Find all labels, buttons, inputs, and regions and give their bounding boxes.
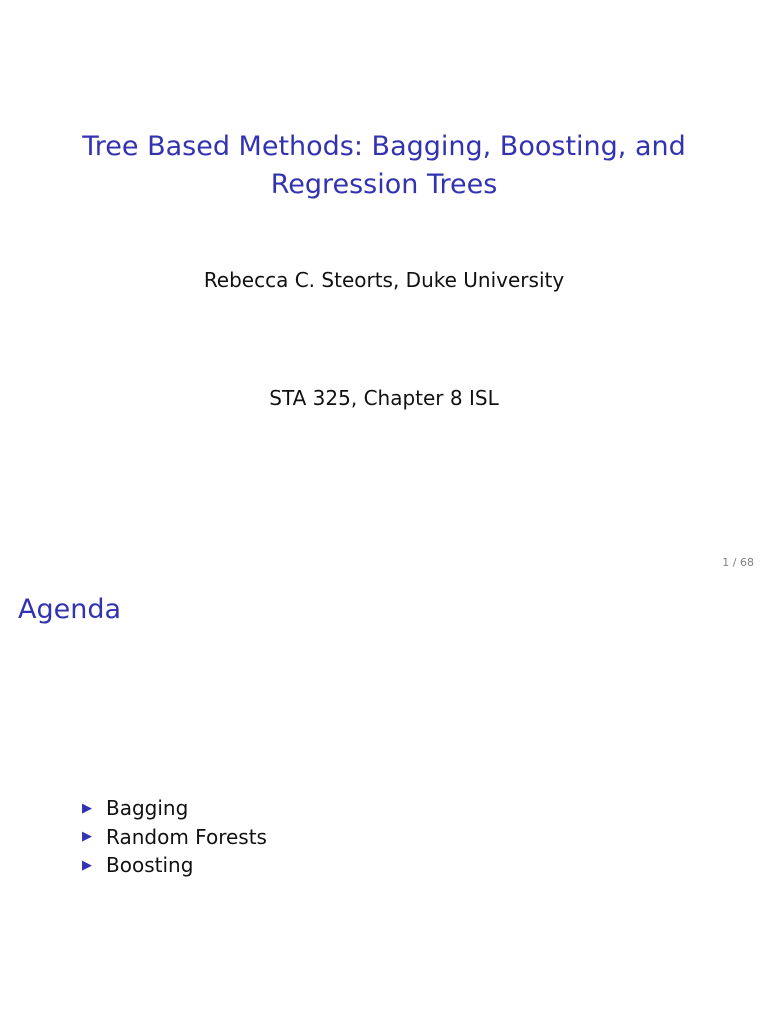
agenda-slide [0,576,768,1024]
agenda-item-bagging [82,794,267,823]
frame-title: Agenda [18,594,122,625]
agenda-item-label: Bagging [106,796,189,821]
course-line: STA 325, Chapter 8 ISL [269,386,499,410]
triangle-bullet-icon: ▶ [82,857,92,873]
title-line-1: Tree Based Methods: Bagging, Boosting, and [82,131,686,162]
agenda-item-label: Random Forests [106,824,267,849]
agenda-list [82,794,267,880]
triangle-bullet-icon: ▶ [82,829,92,845]
agenda-item-label: Boosting [106,853,194,878]
page-number: 1 / 68 [722,556,754,569]
title-line-2: Regression Trees [270,169,498,200]
agenda-item-random-forests [82,823,267,852]
presentation-title [60,128,708,204]
agenda-item-boosting [82,851,267,880]
author-line: Rebecca C. Steorts, Duke University [203,268,565,292]
triangle-bullet-icon: ▶ [82,800,92,816]
